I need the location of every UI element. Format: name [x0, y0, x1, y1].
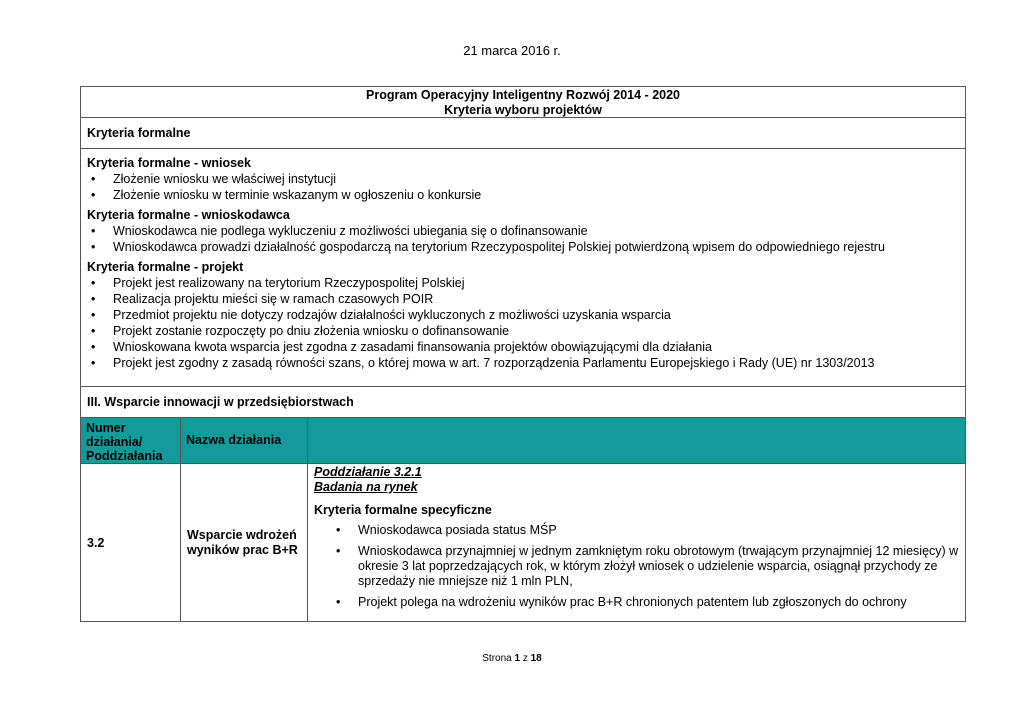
action-number-cell — [81, 464, 181, 621]
specific-criteria-heading: Kryteria formalne specyficzne — [314, 503, 492, 517]
formal-criteria-list — [81, 149, 965, 387]
table-header-row — [81, 418, 965, 464]
subaction-name: Badania na rynek — [314, 480, 418, 494]
column-header-criteria — [308, 418, 965, 463]
part3-header: III. Wsparcie innowacji w przedsiębiorstwach — [81, 387, 965, 418]
section-heading: Kryteria formalne - wniosek — [87, 156, 251, 170]
section-project — [87, 259, 959, 371]
list-item: • Wnioskodawca prowadzi działalność gospodarczą na terytorium Rzeczypospolitej Polskiej potwierdzoną wpisem do odpowiedniego rejestru — [91, 240, 885, 254]
document-date: 21 marca 2016 r. — [463, 43, 561, 58]
list-item: • Złożenie wniosku w terminie wskazanym w ogłoszeniu o konkursie — [91, 188, 482, 202]
total-pages: 18 — [530, 653, 542, 664]
table-title — [81, 87, 965, 118]
column-header-number: Numer działania/ Poddziałania — [81, 418, 181, 463]
page-footer: Strona 1 z 18 — [482, 653, 542, 664]
section-heading: Kryteria formalne - projekt — [87, 260, 244, 274]
list-item: • Realizacja projektu mieści się w ramach czasowych POIR — [91, 292, 434, 306]
list-item: • Przedmiot projektu nie dotyczy rodzajów działalności wykluczonych z możliwości uzyskania wsparcia — [91, 308, 671, 322]
section-heading: Kryteria formalne - wnioskodawca — [87, 208, 290, 222]
criteria-title: Kryteria wyboru projektów — [444, 103, 602, 117]
program-title: Program Operacyjny Inteligentny Rozwój 2014 - 2020 — [366, 88, 680, 102]
formal-criteria-header: Kryteria formalne — [81, 118, 965, 149]
subaction-number: Poddziałanie 3.2.1 — [314, 465, 422, 479]
list-item: • Wnioskodawca przynajmniej w jednym zamkniętym roku obrotowym (trwającym przynajmniej 12 miesięcy) w okresie 3 lat poprzedzających rok, w którym złożył wniosek o udzielenie wsparcia, osiągnął przychody ze sprzedaży nie mniejsze niż 1 mln PLN, — [336, 544, 959, 588]
list-item: • Wnioskodawca posiada status MŚP — [336, 523, 557, 537]
list-item: • Projekt jest realizowany na terytorium Rzeczypospolitej Polskiej — [91, 276, 465, 290]
action-name-cell — [181, 464, 308, 621]
table-row — [81, 464, 965, 621]
list-item: • Projekt polega na wdrożeniu wyników prac B+R chronionych patentem lub zgłoszonych do ochrony — [336, 595, 907, 609]
section-application — [87, 155, 959, 203]
column-header-name: Nazwa działania — [181, 418, 308, 463]
action-number: 3.2 — [87, 535, 105, 550]
list-item: • Wnioskodawca nie podlega wykluczeniu z możliwości ubiegania się o dofinansowanie — [91, 224, 588, 238]
criteria-table — [80, 86, 966, 622]
action-name: Wsparcie wdrożeń wyników prac B+R — [187, 527, 298, 557]
criteria-cell — [308, 464, 965, 621]
current-page: 1 — [514, 653, 521, 664]
list-item: • Projekt zostanie rozpoczęty po dniu złożenia wniosku o dofinansowanie — [91, 324, 510, 338]
list-item: • Wnioskowana kwota wsparcia jest zgodna z zasadami finansowania projektów obowiązującymi dla działania — [91, 340, 712, 354]
section-applicant — [87, 207, 959, 255]
list-item: • Złożenie wniosku we właściwej instytucji — [91, 172, 336, 186]
list-item: • Projekt jest zgodny z zasadą równości szans, o której mowa w art. 7 rozporządzenia Parlamentu Europejskiego i Rady (UE) nr 1303/2013 — [91, 356, 875, 370]
